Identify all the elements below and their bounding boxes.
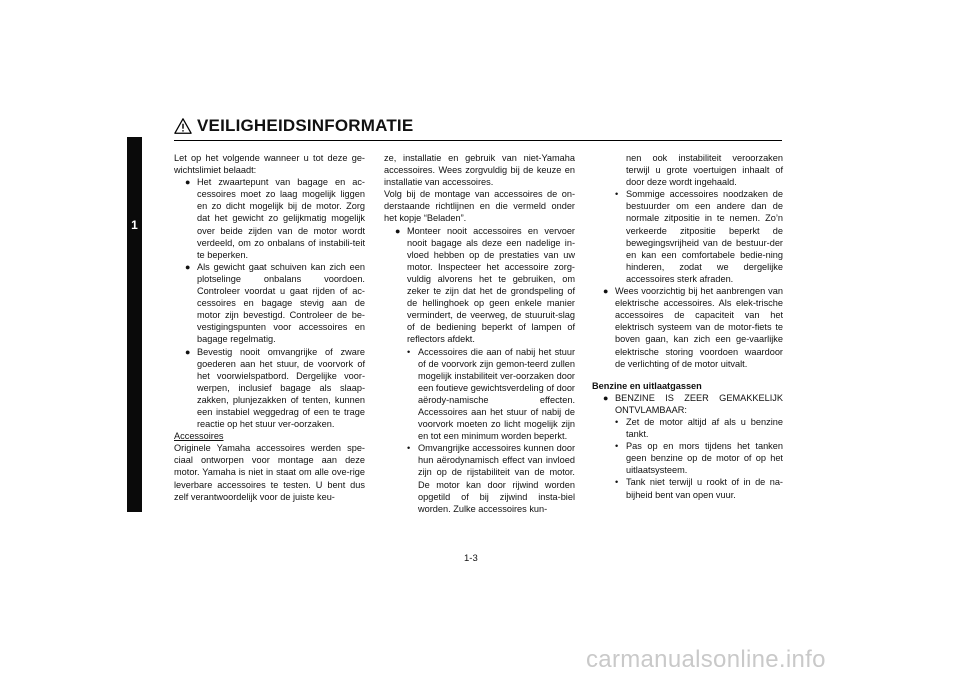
sub-bullet-icon: • [615,189,619,200]
warning-triangle-icon [174,117,192,135]
list-item: ● BENZINE IS ZEER GEMAKKELIJK ONTVLAMBAAR: [603,392,783,415]
sub-list-item: • Tank niet terwijl u rookt of in de na-bijheid bent van open vuur. [615,477,783,500]
column-1 [174,152,365,503]
watermark: carmanualsonline.info [586,646,826,673]
list-item: ● Monteer nooit accessoires en vervoer nooit bagage als deze een nadelige in-vloed hebben op de prestaties van uw motor. Inspecteer het accessoire zorg-vuldig alvorens het te gebruiken, om zeker te zijn dat het de grondspeling of de hellinghoek op geen enkele manier vermindert, de veerweg, de stuuruit-slag of de bediening beperkt of lampen of reflectors afdekt. [395,225,575,345]
sub-bullet-icon: • [615,416,619,427]
page-header [174,116,413,136]
sub-bullet-icon: • [407,346,411,357]
intro-paragraph: Let op het volgende wanneer u tot deze ge-wichtslimiet belaadt: [174,153,365,176]
list-item: ● Bevestig nooit omvangrijke of zware goederen aan het stuur, de voorvork of het voorwielspatbord. Dergelijke voor-werpen, inclusief bagage als slaap-zakken, plunjezakken of tenten, kunnen een instabiel weggedrag of een te trage reactie op het stuur ver-oorzaken. [185,346,365,430]
fuel-heading: Benzine en uitlaatgassen [592,380,702,391]
sub-list-item: • Sommige accessoires noodzaken de bestuurder om een andere dan de normale zitpositie in te nemen. Zo’n verkeerde zitpositie beperkt de bewegingsvrijheid van de bestuur-der en kan een comfortabele bedie-ning hinderen, zodat we dergelijke accessoires sterk afraden. [615,189,783,284]
bullet-icon: ● [603,392,609,403]
column-3 [592,152,783,501]
sub-bullet-icon: • [615,477,619,488]
list-item: ● Het zwaartepunt van bagage en ac-cessoires moet zo laag mogelijk liggen en zo dicht mogelijk bij de motor. Zorg dat het gewicht zo gelijkmatig mogelijk over beide zijden van de motor wordt verdeeld, om zo onbalans of instabili-teit te beperken. [185,177,365,260]
bullet-icon: ● [395,225,401,236]
page-title: VEILIGHEIDSINFORMATIE [197,116,414,135]
list-item: ● Als gewicht gaat schuiven kan zich een plotselinge onbalans voordoen. Controleer voordat u gaat rijden of ac-cessoires en bagage stevig aan de motor zijn bevestigd. Controleer de be-vestigingspunten voor accessoires en bagage regelmatig. [185,261,365,345]
header-rule [174,140,782,141]
sub-list-item: • Pas op en mors tijdens het tanken geen benzine op de motor of op het uitlaatsysteem. [615,441,783,476]
continued-text: nen ook instabiliteit veroorzaken terwijl u grote voertuigen inhaalt of door deze wordt ingehaald. [626,153,783,188]
bullet-icon: ● [185,177,191,188]
chapter-tab-number: 1 [131,218,138,232]
sub-list-item: • Accessoires die aan of nabij het stuur of de voorvork zijn gemon-teerd zullen mogelijk instabiliteit ver-oorzaken door een foutieve gewichtsverdeling of door aërody-namische effecten. Accessoires aan het stuur of nabij de voorvork moeten zo licht mogelijk zijn en tot een minimum worden beperkt. [407,346,575,442]
sub-bullet-icon: • [615,441,619,452]
list-item: ● Wees voorzichtig bij het aanbrengen van elektrische accessoires. Als elek-trische accessoires de capaciteit van het elektrisch systeem van de motor-fiets te boven gaan, kan zich een ge-vaarlijke elektrische storing voordoen waardoor de verlichting of de motor uitvalt. [603,286,783,369]
bullet-icon: ● [603,286,609,297]
sub-bullet-icon: • [407,443,411,454]
paragraph: Volg bij de montage van accessoires de on-derstaande richtlijnen en die vermeld onder het kopje “Beladen”. [384,189,575,224]
accessoires-paragraph: Originele Yamaha accessoires werden spe-ciaal ontworpen voor montage aan deze motor. Yamaha is niet in staat om alle ove-rige leverbare accessoires te testen. U bent dus zelf verantwoordelijk voor de juiste keu- [174,443,365,502]
column-2 [384,152,575,515]
chapter-tab [127,137,142,512]
bullet-icon: ● [185,261,191,272]
sub-list-item: • Omvangrijke accessoires kunnen door hun aërodynamisch effect van invloed zijn op de rijstabiliteit van de motor. De motor kan door rijwind worden opgetild of bij zijwind insta-biel worden. Zulke accessoires kun- [407,443,575,514]
accessoires-heading: Accessoires [174,431,224,442]
bullet-icon: ● [185,346,191,357]
page-number: 1-3 [464,553,478,564]
sub-list-item: • Zet de motor altijd af als u benzine tankt. [615,416,783,440]
paragraph: ze, installatie en gebruik van niet-Yamaha accessoires. Wees zorgvuldig bij de keuze en installatie van accessoires. [384,153,575,188]
